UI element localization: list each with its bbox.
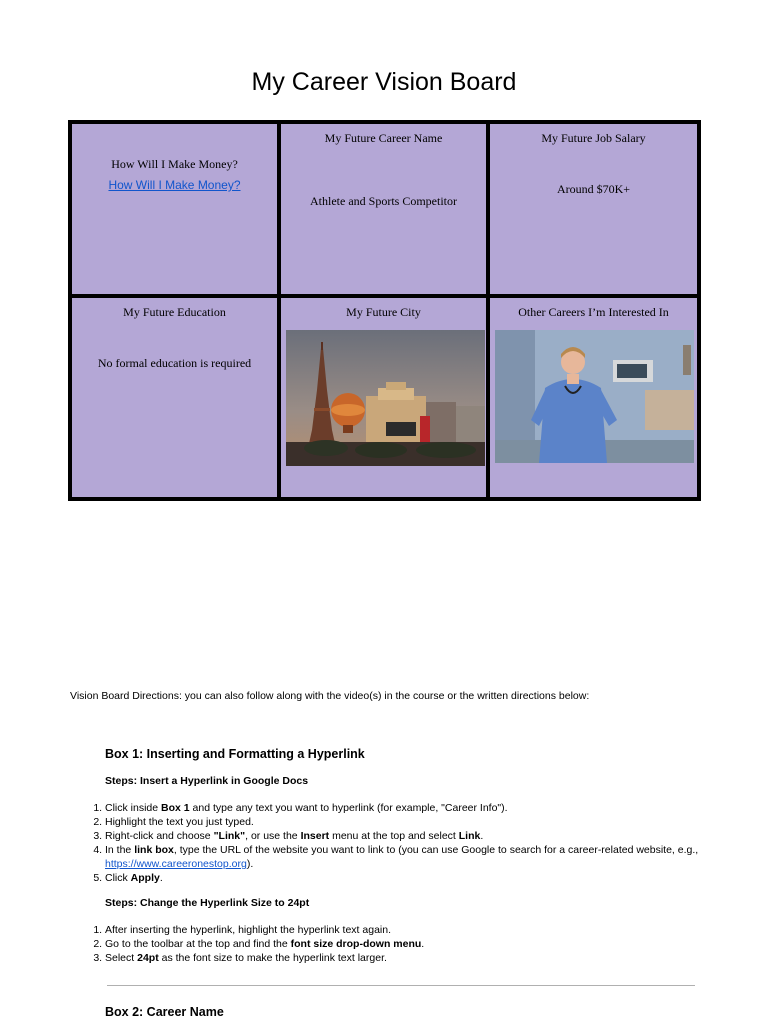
list-item: 5. Click Apply. [105,871,715,885]
page-title: My Career Vision Board [251,68,517,96]
list-item: 2. Go to the toolbar at the top and find the font size drop-down menu. [105,937,715,951]
box-4-education[interactable] [72,298,277,497]
size-steps-title: Steps: Change the Hyperlink Size to 24pt [105,897,310,909]
list-item: 1. After inserting the hyperlink, highlight the hyperlink text again. [105,923,715,937]
box-2-career-name[interactable] [281,124,486,294]
box-1-heading: How Will I Make Money? [111,157,238,171]
salary-value: Around $70K+ [556,182,631,196]
list-item: 1. Click inside Box 1 and type any text you want to hyperlink (for example, "Career Info"). [105,801,715,815]
box-6-other-careers[interactable] [490,298,697,497]
list-item: 2. Highlight the text you just typed. [105,815,715,829]
box-3-heading: My Future Job Salary [541,131,646,145]
city-image[interactable] [286,330,485,466]
size-steps-list [85,923,715,965]
insert-steps-title: Steps: Insert a Hyperlink in Google Docs [105,775,309,787]
box-1-section-title: Box 1: Inserting and Formatting a Hyperlink [105,747,365,761]
box-3-salary[interactable] [490,124,697,294]
nurse-image[interactable] [495,330,694,463]
insert-steps-list [85,801,715,885]
box-2-section-title: Box 2: Career Name [105,1005,224,1019]
box-5-city[interactable] [281,298,486,497]
box-6-heading: Other Careers I’m Interested In [518,305,669,319]
education-value: No formal education is required [97,356,252,370]
list-item: 4. In the link box, type the URL of the website you want to link to (you can use Google to search for a career-related website, e.g., https://www.careeronestop.org). [105,843,715,871]
vision-board-table [68,120,701,501]
box-4-heading: My Future Education [123,305,226,319]
box-1-hyperlink[interactable]: How Will I Make Money? [108,178,241,192]
box-1-money[interactable] [72,124,277,294]
section-divider [107,985,695,986]
career-name-value: Athlete and Sports Competitor [310,194,457,208]
directions-intro: Vision Board Directions: you can also follow along with the video(s) in the course or the written directions below: [70,690,590,702]
list-item: 3. Select 24pt as the font size to make the hyperlink text larger. [105,951,715,965]
list-item: 3. Right-click and choose "Link", or use the Insert menu at the top and select Link. [105,829,715,843]
careeronestop-link[interactable]: https://www.careeronestop.org [105,858,247,870]
box-5-heading: My Future City [346,305,421,319]
box-2-heading: My Future Career Name [324,131,443,145]
